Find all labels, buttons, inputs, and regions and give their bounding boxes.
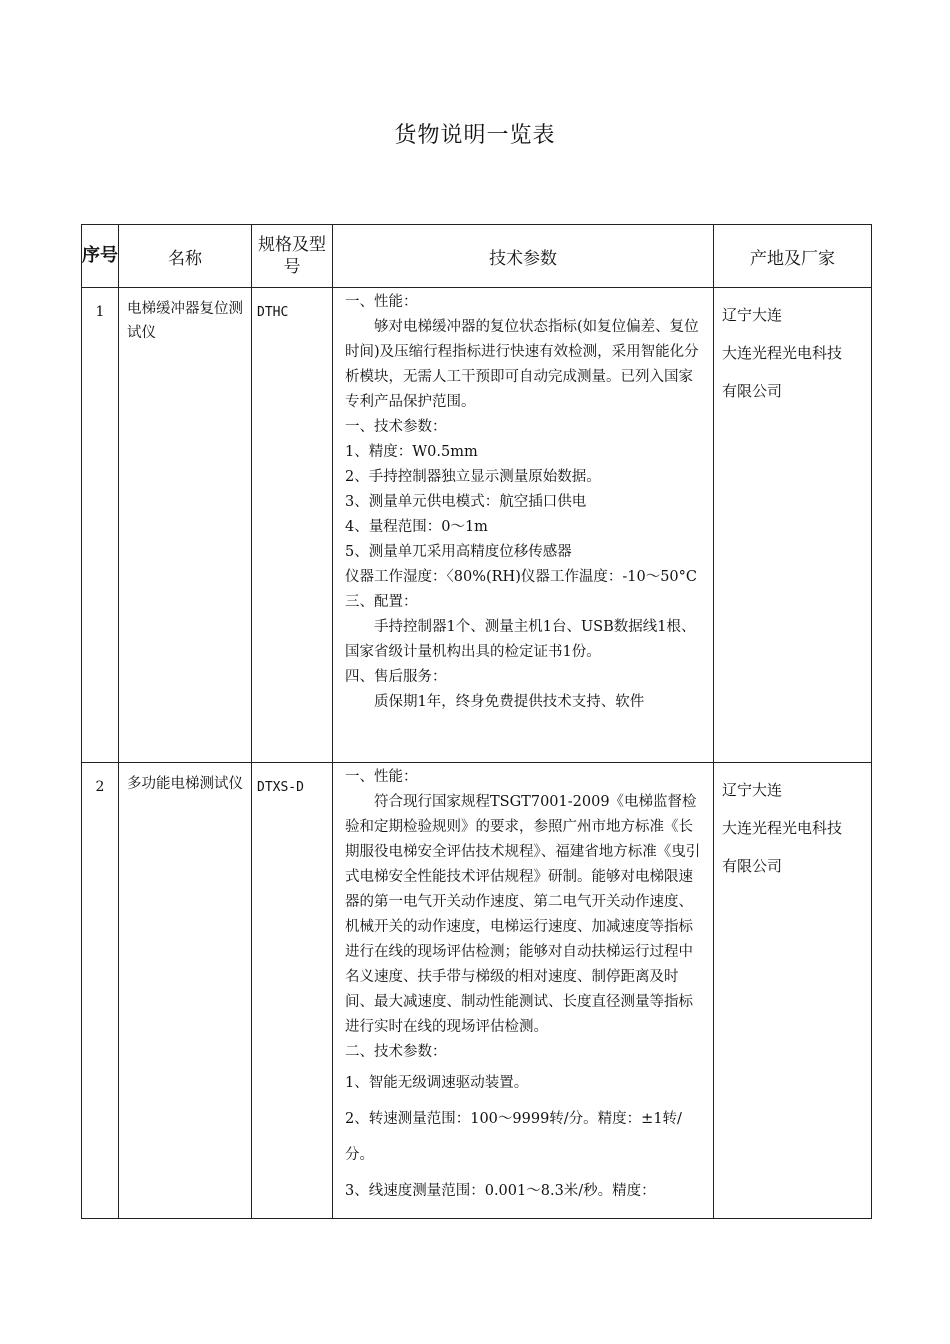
origin-line: 有限公司 bbox=[722, 857, 783, 875]
header-origin: 产地及厂家 bbox=[714, 225, 872, 288]
tech-line: 4、量程范围：0〜1m bbox=[345, 519, 488, 535]
header-name: 名称 bbox=[119, 225, 252, 288]
tech-line: 一、性能： bbox=[345, 769, 418, 785]
tech-line: 一、技术参数： bbox=[345, 419, 447, 435]
origin-line: 大连光程光电科技 bbox=[722, 344, 843, 362]
row-origin bbox=[714, 288, 872, 763]
tech-line: 仪器工作湿度：〈80%(RH)仪器工作温度：-10〜50°C bbox=[345, 569, 697, 585]
tech-line: 一、性能： bbox=[345, 294, 418, 310]
row-name: 多功能电梯测试仪 bbox=[119, 763, 252, 1219]
table-header-row bbox=[82, 225, 872, 288]
table-row bbox=[82, 288, 872, 763]
tech-line: 2、转速测量范围：100〜9999转/分。精度：±1转/分。 bbox=[345, 1111, 682, 1163]
header-model: 规格及型号 bbox=[252, 225, 333, 288]
origin-line: 辽宁大连 bbox=[722, 306, 783, 324]
header-seq: 序号 bbox=[82, 225, 119, 288]
row-origin bbox=[714, 763, 872, 1219]
origin-line: 辽宁大连 bbox=[722, 781, 783, 799]
tech-line: 1、精度：W0.5mm bbox=[345, 444, 478, 460]
row-model: DTHC bbox=[252, 288, 333, 763]
header-tech: 技术参数 bbox=[333, 225, 714, 288]
row-seq: 2 bbox=[82, 763, 119, 1219]
tech-line: 3、测量单元供电模式：航空插口供电 bbox=[345, 494, 587, 510]
tech-line: 手持控制器1个、测量主机1台、USB数据线1根、国家省级计量机构出具的检定证书1份。 bbox=[345, 619, 696, 660]
tech-line: 5、测量单兀采用高精度位移传感器 bbox=[345, 544, 572, 560]
tech-line: 符合现行国家规程TSGT7001-2009《电梯监督检验和定期检验规则》的要求，参照广州市地方标准《长期服役电梯安全评估技术规程》、福建省地方标准《曳引式电梯安全性能技术评估规程》研制。能够对电梯限速器的第一电气开关动作速度、第二电气开关动作速度、机械开关的动作速度，电梯运行速度、加减速度等指标进行在线的现场评估检测；能够对自动扶梯运行过程中名义速度、扶手带与梯级的相对速度、制停距离及时间、最大减速度、制动性能测试、长度直径测量等指标进行实时在线的现场评估检测。 bbox=[345, 794, 701, 1035]
tech-line: 二、技术参数： bbox=[345, 1044, 447, 1060]
goods-table bbox=[81, 224, 872, 1219]
origin-line: 大连光程光电科技 bbox=[722, 819, 843, 837]
row-name: 电梯缓冲器复位测试仪 bbox=[119, 288, 252, 763]
page-title: 货物说明一览表 bbox=[394, 123, 556, 148]
row-model: DTXS-D bbox=[252, 763, 333, 1219]
tech-line: 质保期1年，终身免费提供技术支持、软件 bbox=[374, 694, 645, 710]
tech-line: 四、售后服务： bbox=[345, 669, 447, 685]
table-row bbox=[82, 763, 872, 1219]
tech-line: 够对电梯缓冲器的复位状态指标(如复位偏差、复位时间)及压缩行程指标进行快速有效检测，采用智能化分析模块，无需人工干预即可自动完成测量。已列入国家专利产品保护范围。 bbox=[345, 319, 699, 410]
tech-line: 3、线速度测量范围：0.001〜8.3米/秒。精度： bbox=[345, 1183, 656, 1199]
tech-line: 1、智能无级调速驱动装置。 bbox=[345, 1075, 529, 1091]
origin-line: 有限公司 bbox=[722, 382, 783, 400]
row-seq: 1 bbox=[82, 288, 119, 763]
row-tech bbox=[333, 763, 714, 1219]
row-tech bbox=[333, 288, 714, 763]
tech-line: 三、配置： bbox=[345, 594, 418, 610]
tech-line: 2、手持控制器独立显示测量原始数据。 bbox=[345, 469, 601, 485]
